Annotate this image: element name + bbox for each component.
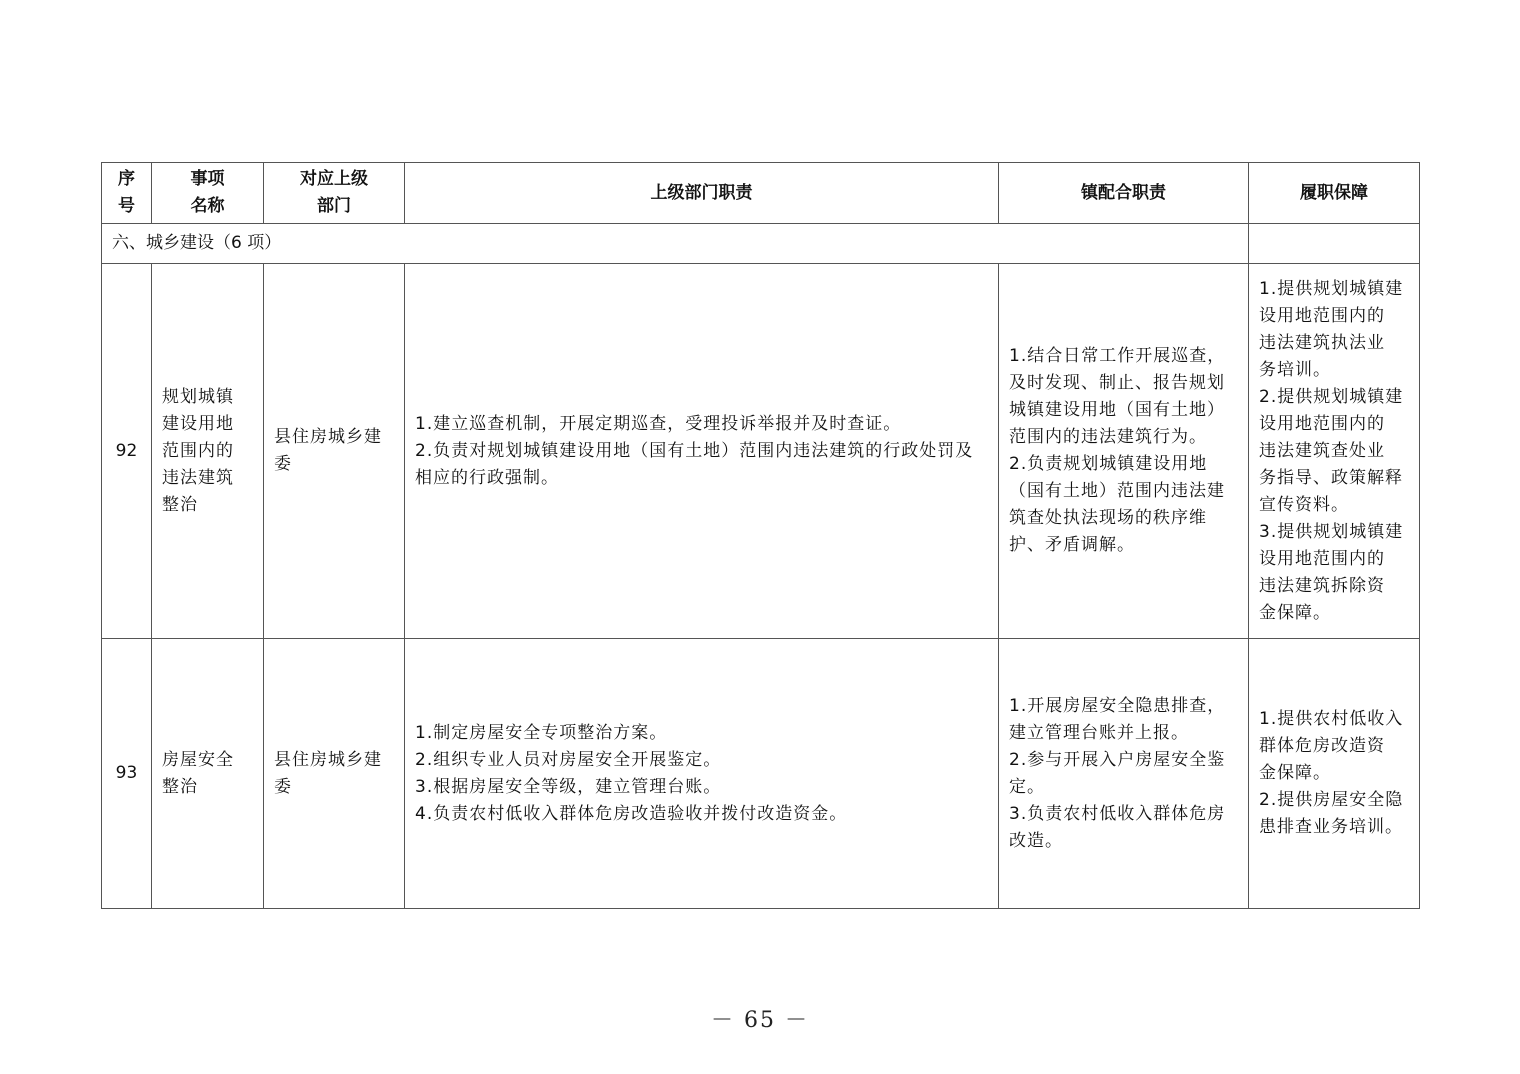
row-dept-line: 县住房城乡建 [274, 427, 382, 447]
row-guarantee-line: 设用地范围内的 [1259, 413, 1385, 434]
row-town-duty-line: 筑查处执法现场的秩序维 [1009, 508, 1207, 528]
page-number: － 65 － [711, 1008, 809, 1033]
row-town-duty [999, 639, 1249, 909]
row-town-duty-line: 定。 [1009, 776, 1045, 797]
header-row [102, 163, 1420, 224]
header-dept-line: 部门 [317, 196, 351, 216]
row-upper-duty [405, 639, 999, 909]
row-name [152, 264, 264, 639]
header-upper: 上级部门职责 [405, 163, 999, 224]
row-upper-duty-line: 2.组织专业人员对房屋安全开展鉴定。 [415, 749, 722, 770]
row-guarantee-line: 设用地范围内的 [1259, 548, 1385, 569]
row-guarantee-line: 3.提供规划城镇建 [1259, 521, 1404, 542]
row-guarantee-line: 金保障。 [1259, 602, 1331, 623]
row-dept-line: 县住房城乡建 [274, 749, 382, 770]
header-name-line: 事项 [190, 169, 225, 189]
row-guarantee-line: 2.提供规划城镇建 [1259, 386, 1404, 407]
row-guarantee-line: 1.提供规划城镇建 [1259, 278, 1404, 299]
row-upper-duty [405, 264, 999, 639]
row-upper-duty-line: 3.根据房屋安全等级，建立管理台账。 [415, 776, 722, 797]
row-guarantee-line: 务培训。 [1259, 359, 1331, 380]
row-town-duty-line: 建立管理台账并上报。 [1009, 722, 1189, 743]
row-town-duty [999, 264, 1249, 639]
row-guarantee-line: 务指导、政策解释 [1259, 467, 1403, 488]
header-guarantee: 履职保障 [1249, 163, 1420, 224]
duty-table [101, 162, 1420, 909]
header-num-line: 号 [118, 196, 135, 216]
header-dept-line: 对应上级 [300, 169, 368, 189]
header-name [152, 163, 264, 224]
row-num: 92 [102, 264, 152, 639]
row-upper-duty-line: 4.负责农村低收入群体危房改造验收并拨付改造资金。 [415, 803, 848, 824]
row-town-duty-line: 2.负责规划城镇建设用地 [1009, 454, 1208, 474]
row-town-duty-line: 城镇建设用地（国有土地） [1009, 400, 1225, 420]
row-guarantee-line: 设用地范围内的 [1259, 305, 1385, 326]
row-guarantee-line: 违法建筑查处业 [1259, 440, 1385, 461]
row-name-line: 房屋安全 [162, 749, 234, 770]
row-town-duty-line: 1.开展房屋安全隐患排查， [1009, 695, 1226, 716]
row-name [152, 639, 264, 909]
row-name-line: 违法建筑 [162, 467, 234, 488]
row-guarantee-line: 患排查业务培训。 [1259, 817, 1403, 837]
row-name-line: 整治 [162, 494, 198, 515]
row-guarantee [1249, 264, 1420, 639]
header-dept [264, 163, 405, 224]
row-town-duty-line: 范围内的违法建筑行为。 [1009, 427, 1207, 447]
section-empty-cell [1249, 224, 1420, 264]
row-guarantee-line: 违法建筑执法业 [1259, 332, 1385, 353]
header-town: 镇配合职责 [999, 163, 1249, 224]
row-town-duty-line: 护、矛盾调解。 [1009, 535, 1135, 555]
row-guarantee-line: 群体危房改造资 [1259, 736, 1385, 756]
section-row [102, 224, 1420, 264]
row-town-duty-line: 及时发现、制止、报告规划 [1009, 373, 1225, 393]
row-guarantee [1249, 639, 1420, 909]
row-upper-duty-line: 2.负责对规划城镇建设用地（国有土地）范围内违法建筑的行政处罚及 [415, 440, 974, 461]
row-town-duty-line: （国有土地）范围内违法建 [1009, 481, 1225, 501]
row-guarantee-line: 宣传资料。 [1259, 494, 1349, 515]
row-town-duty-line: 3.负责农村低收入群体危房 [1009, 803, 1226, 824]
row-dept-line: 委 [274, 454, 292, 474]
row-name-line: 规划城镇 [162, 386, 234, 407]
row-num: 93 [102, 639, 152, 909]
table-row [102, 639, 1420, 909]
header-num [102, 163, 152, 224]
row-guarantee-line: 违法建筑拆除资 [1259, 575, 1385, 596]
row-guarantee-line: 1.提供农村低收入 [1259, 709, 1404, 729]
header-num-line: 序 [118, 169, 135, 189]
header-name-line: 名称 [190, 196, 225, 216]
row-name-line: 建设用地 [162, 413, 234, 434]
row-guarantee-line: 2.提供房屋安全隐 [1259, 790, 1404, 810]
section-title: 六、城乡建设（6 项） [102, 224, 1249, 264]
row-town-duty-line: 1.结合日常工作开展巡查， [1009, 346, 1226, 366]
row-name-line: 范围内的 [162, 440, 234, 461]
row-dept [264, 264, 405, 639]
row-town-duty-line: 改造。 [1009, 830, 1063, 851]
row-guarantee-line: 金保障。 [1259, 763, 1331, 783]
row-upper-duty-line: 1.建立巡查机制，开展定期巡查，受理投诉举报并及时查证。 [415, 413, 902, 434]
table-row [102, 264, 1420, 639]
row-upper-duty-line: 相应的行政强制。 [415, 467, 559, 488]
row-upper-duty-line: 1.制定房屋安全专项整治方案。 [415, 722, 668, 743]
row-name-line: 整治 [162, 776, 198, 797]
row-dept-line: 委 [274, 776, 292, 797]
row-dept [264, 639, 405, 909]
row-town-duty-line: 2.参与开展入户房屋安全鉴 [1009, 749, 1226, 770]
